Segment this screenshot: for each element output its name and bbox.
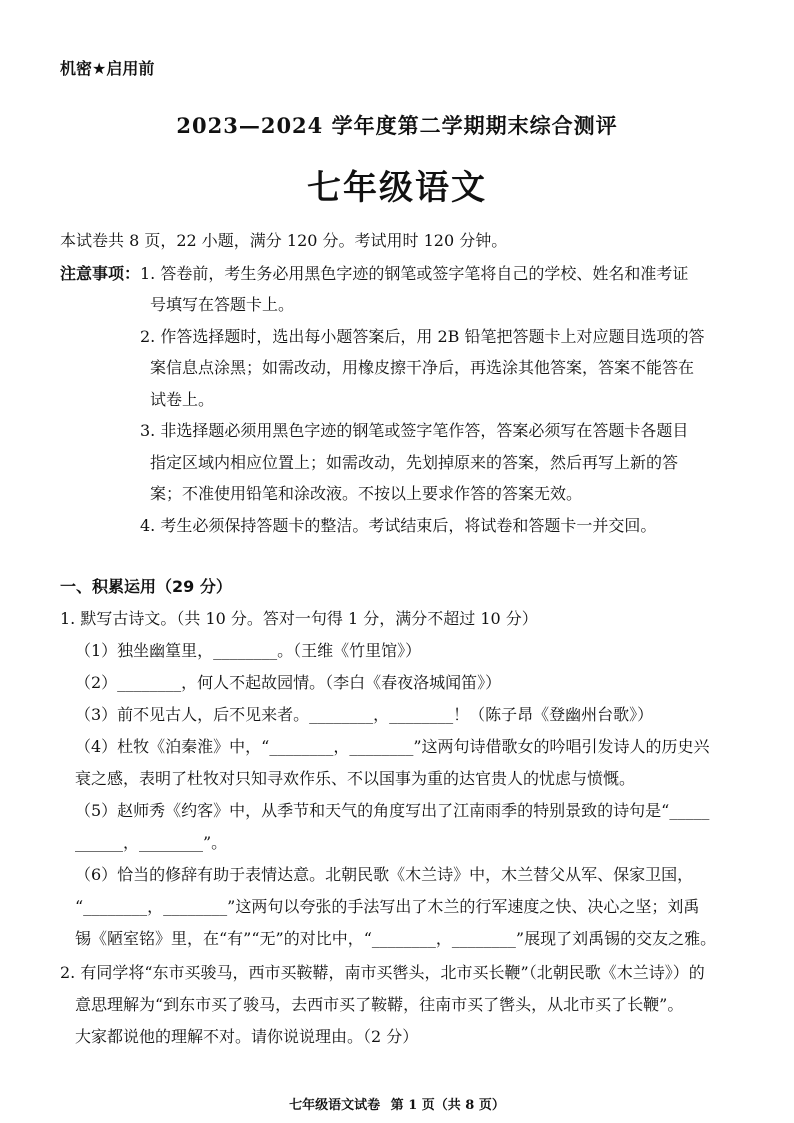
note-line: 3. 非选择题必须用黑色字迹的钢笔或签字笔作答，答案必须写在答题卡各题目 (140, 421, 689, 440)
footer-subject: 七年级语文试卷 (289, 1098, 381, 1113)
note-line: 号填写在答题卡上。 (150, 295, 295, 314)
question-1-item: （5）赵师秀《约客》中，从季节和天气的角度写出了江南雨季的特别景致的诗句是“_____ (75, 801, 710, 820)
note-line: 案信息点涂黑；如需改动，用橡皮擦干净后，再选涂其他答案，答案不能答在 (150, 358, 695, 377)
subject-title: 七年级语文 (307, 168, 487, 208)
note-line: 试卷上。 (150, 390, 215, 409)
notes-label: 注意事项： (60, 264, 141, 283)
question-1-item: （3）前不见古人，后不见来者。________，________！（陈子昂《登幽州台歌》） (75, 705, 654, 724)
question-1-item: 锡《陋室铭》里，在“有”“无”的对比中，“________，________”展现了刘禹锡的交友之雅。 (75, 929, 717, 948)
question-2-line: 意思理解为“到东市买了骏马，去西市买了鞍鞯，往南市买了辔头，从北市买了长鞭”。 (75, 995, 684, 1014)
exam-title: 2023—2024 学年度第二学期期末综合测评 (176, 113, 618, 138)
note-line: 2. 作答选择题时，选出每小题答案后，用 2B 铅笔把答题卡上对应题目选项的答 (140, 327, 705, 346)
question-1-item: ______，________”。 (75, 833, 228, 852)
note-line: 指定区域内相应位置上；如需改动，先划掉原来的答案，然后再写上新的答 (150, 453, 679, 472)
question-1-item: （4）杜牧《泊秦淮》中，“________，________”这两句诗借歌女的吟唱引发诗人的历史兴 (75, 737, 710, 756)
footer-page-number: 第 1 页（共 8 页） (390, 1098, 505, 1113)
question-1-stem: 1. 默写古诗文。（共 10 分。答对一句得 1 分，满分不超过 10 分） (60, 609, 538, 628)
question-2-line: 2. 有同学将“东市买骏马，西市买鞍鞯，南市买辔头，北市买长鞭”（北朝民歌《木兰诗》）的 (60, 963, 705, 982)
question-2-line: 大家都说他的理解不对。请你说说理由。（2 分） (75, 1027, 419, 1046)
question-1-item: “________，________”这两句以夸张的手法写出了木兰的行军速度之快、决心之坚；刘禹 (75, 897, 700, 916)
note-line: 4. 考生必须保持答题卡的整洁。考试结束后，将试卷和答题卡一并交回。 (140, 516, 657, 535)
page-footer (0, 1094, 794, 1113)
confidential-label: 机密★启用前 (60, 59, 155, 78)
section-title: 一、积累运用（29 分） (60, 577, 232, 596)
note-line: 1. 答卷前，考生务必用黑色字迹的钢笔或签字笔将自己的学校、姓名和准考证 (140, 264, 689, 283)
question-1-item: 衰之感，表明了杜牧对只知寻欢作乐、不以国事为重的达官贵人的忧虑与愤慨。 (75, 769, 636, 788)
question-1-item: （2）________，何人不起故园情。（李白《春夜洛城闻笛》） (75, 673, 502, 692)
exam-intro: 本试卷共 8 页，22 小题，满分 120 分。考试用时 120 分钟。 (60, 231, 508, 250)
note-line: 案；不准使用铅笔和涂改液。不按以上要求作答的答案无效。 (150, 484, 583, 503)
question-1-item: （1）独坐幽篁里，________。（王维《竹里馆》） (75, 641, 422, 660)
question-1-item: （6）恰当的修辞有助于表情达意。北朝民歌《木兰诗》中，木兰替父从军、保家卫国， (75, 865, 694, 884)
